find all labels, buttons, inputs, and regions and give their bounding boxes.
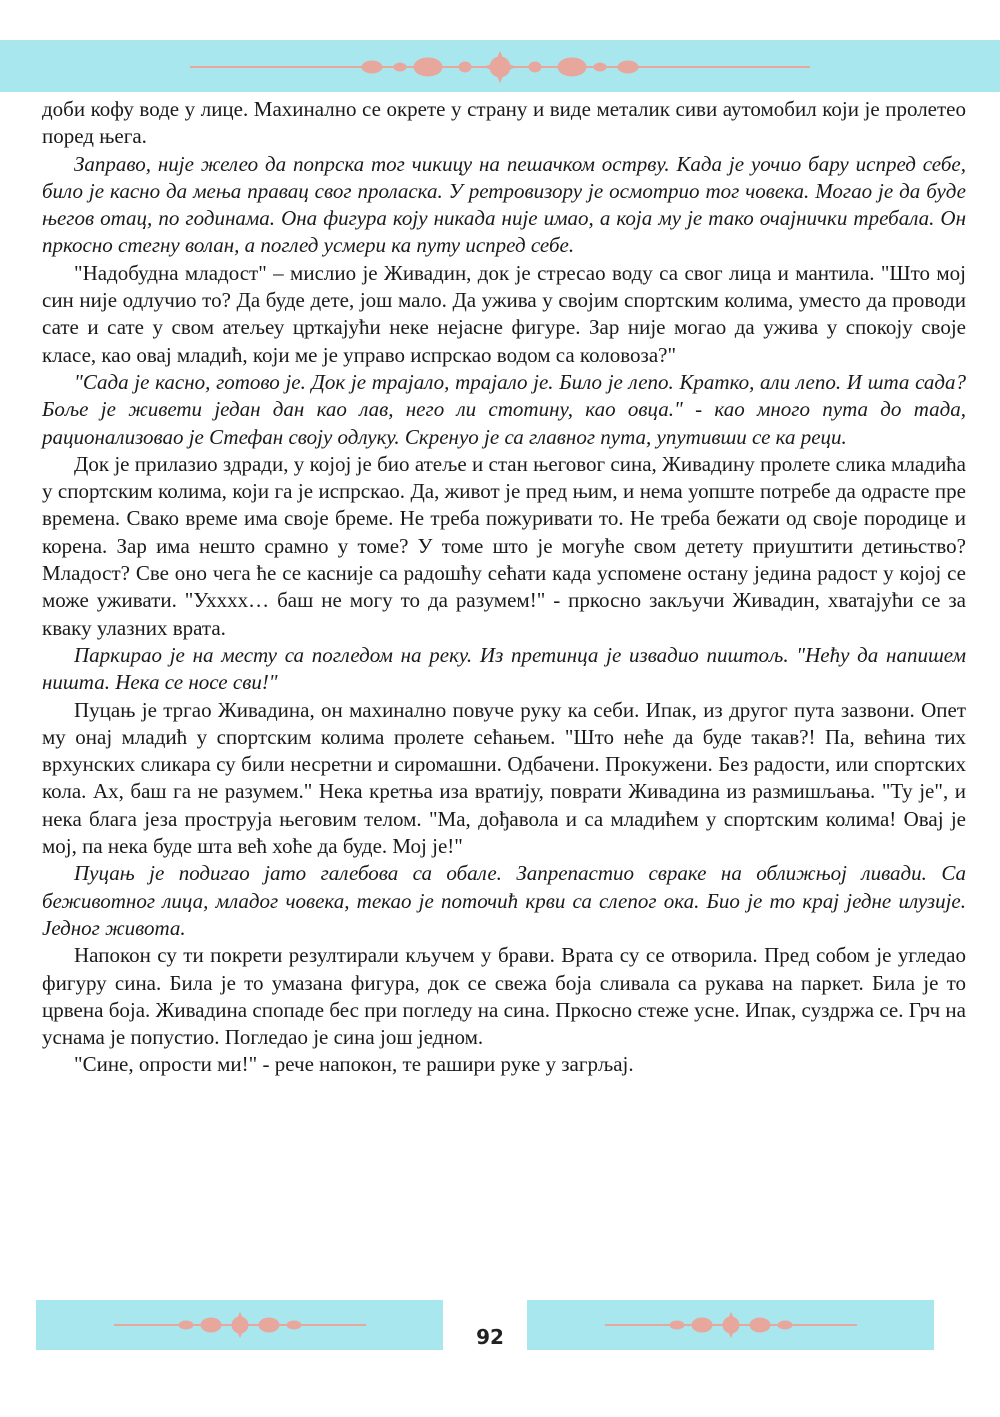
paragraph: Пуцањ је тргао Живадина, он махинално повуче руку ка себи. Ипак, из другог пута зазвони. Опет му онај младић у спортским колима пролете сећањем. "Што неће да буде такав?! Па, већина тих врхунских сликара су били несретни и сиромашни. Одбачени. Прокужени. Без радости, или спортских кола. Ах, баш га не разумем." Нека кретња иза вратију, поврати Живадина из размишљања. "Ту је", и нека блага језа проструја његовим телом. "Ма, дођавола и са младићем у спортским колима! Овај је мој, па нека буде шта већ хоће да буде. Мој је!"	[42, 697, 966, 859]
footer-band-left	[36, 1300, 443, 1350]
paragraph: Паркирао је на месту са погледом на реку. Из претинца је извадио пиштољ. "Нећу да напишем ништа. Нека се носе сви!"	[42, 642, 966, 695]
flourish-ornament-icon	[36, 1300, 443, 1350]
header-band	[0, 40, 1000, 92]
paragraph: Заправо, није желео да попрска тог чикицу на пешачком острву. Када је уочио бару испред себе, било је касно да мења правац свог проласка. У ретровизору је осмотрио тог човека. Могао је да буде његов отац, по годинама. Она фигура коју никада није имао, а која му је тако очајнички требала. Он пркосно стегну волан, а поглед усмери ка путу испред себе.	[42, 151, 966, 258]
paragraph: Док је прилазио здради, у којој је био атеље и стан његовог сина, Живадину пролете слика младића у спортским колима, који га је испрскао. Да, живот је пред њим, и нема уопште потребе да одрасте пре времена. Свако време има своје бреме. Не треба пожуривати то. Не треба бежати од своје породице и корена. Зар има нешто срамно у томе? У томе што је могуће свом детету приуштити детињство? Младост? Све оно чега ће се касније са радошћу сећати када успомене остану једина радост у којој се може уживати. "Ухххх… баш не могу то да разумем!" - пркосно закључи Живадин, хватајући се за кваку улазних врата.	[42, 451, 966, 640]
paragraph: доби кофу воде у лице. Махинално се окрете у страну и виде металик сиви аутомобил који је пролетео поред њега.	[42, 97, 966, 149]
paragraph: Напокон су ти покрети резултирали кључем у брави. Врата су се отворила. Пред собом је угледао фигуру сина. Била је то умазана фигура, док се свежа боја сливала са рукава на паркет. Била је то црвена боја. Живадина спопаде бес при погледу на сина. Пркосно стеже усне. Ипак, суздржа се. Грч на уснама је попустио. Погледао је сина још једном.	[42, 943, 966, 1050]
flourish-ornament-icon	[527, 1300, 934, 1350]
page-number: 92	[476, 1325, 504, 1349]
paragraph: "Сада је касно, готово је. Док је трајало, трајало је. Било је лепо. Кратко, али лепо. И шта сада? Боље је живети један дан као лав, него ли стотину, као овца." - као много пута до тада, рационализовао је Стефан своју одлуку. Скренуо је са главног пута, упутивши се ка реци.	[42, 369, 966, 449]
paragraph: "Надобудна младост" – мислио је Живадин, док је стресао воду са свог лица и мантила. "Што мој син није одлучио то? Да буде дете, још мало. Да ужива у својим спортским колима, уместо да проводи сате и сате у свом атељеу црткајући неке нејасне фигуре. Зар није могао да ужива у спокоју своје класе, као овај младић, који ме је управо испрскао водом са коловоза?"	[42, 260, 966, 367]
footer-band-right	[527, 1300, 934, 1350]
page-body	[42, 96, 966, 1079]
paragraph: Пуцањ је подигао јато галебова са обале. Запрепастио свраке на оближњој ливади. Са беживотног лица, младог човека, текао је поточић крви са слепог ока. Био је то крај једне илузије. Једног живота.	[42, 861, 966, 940]
flourish-ornament-icon	[0, 40, 1000, 92]
paragraph: "Сине, опрости ми!" - рече напокон, те рашири руке у загрљај.	[74, 1052, 634, 1077]
